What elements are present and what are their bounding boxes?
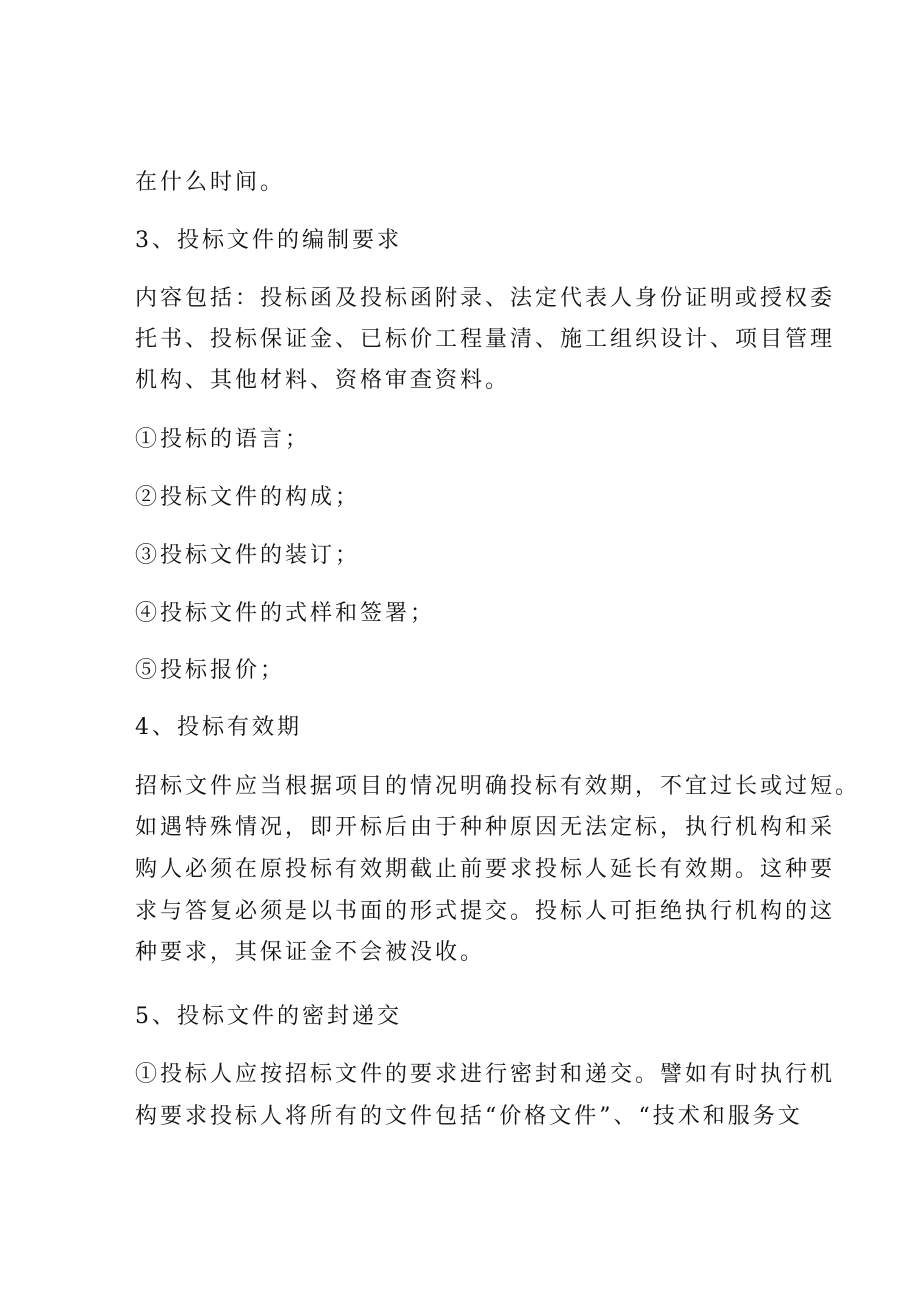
- list-item-1: ①投标的语言；: [135, 427, 311, 452]
- list-item-4: ④投标文件的式样和签署；: [135, 601, 436, 626]
- paragraph-contents-line-2: 托书、投标保证金、已标价工程量清、施工组织设计、项目管理: [135, 327, 836, 352]
- list-item-5: ⑤投标报价；: [135, 658, 286, 683]
- paragraph-continuation-line-1: 在什么时间。: [135, 170, 286, 195]
- section-heading-4: 4、投标有效期: [135, 715, 302, 740]
- paragraph-validity-line-5: 种要求，其保证金不会被没收。: [135, 940, 486, 965]
- list-item-2: ②投标文件的构成；: [135, 485, 361, 510]
- paragraph-validity-line-4: 求与答复必须是以书面的形式提交。投标人可拒绝执行机构的这: [135, 899, 836, 924]
- paragraph-contents-line-1: 内容包括：投标函及投标函附录、法定代表人身份证明或授权委: [135, 286, 836, 311]
- paragraph-validity-line-3: 购人必须在原投标有效期截止前要求投标人延长有效期。这种要: [135, 857, 836, 882]
- paragraph-seal-line-2: 构要求投标人将所有的文件包括“价格文件”、“技术和服务文: [135, 1104, 803, 1129]
- paragraph-validity-line-2: 如遇特殊情况，即开标后由于种种原因无法定标，执行机构和采: [135, 815, 836, 840]
- list-item-3: ③投标文件的装订；: [135, 543, 361, 568]
- paragraph-seal-line-1: ①投标人应按招标文件的要求进行密封和递交。譬如有时执行机: [135, 1062, 836, 1087]
- paragraph-contents-line-3: 机构、其他材料、资格审查资料。: [135, 368, 511, 393]
- section-heading-5: 5、投标文件的密封递交: [135, 1004, 402, 1029]
- paragraph-validity-line-1: 招标文件应当根据项目的情况明确投标有效期，不宜过长或过短。: [135, 774, 861, 799]
- section-heading-3: 3、投标文件的编制要求: [135, 228, 402, 253]
